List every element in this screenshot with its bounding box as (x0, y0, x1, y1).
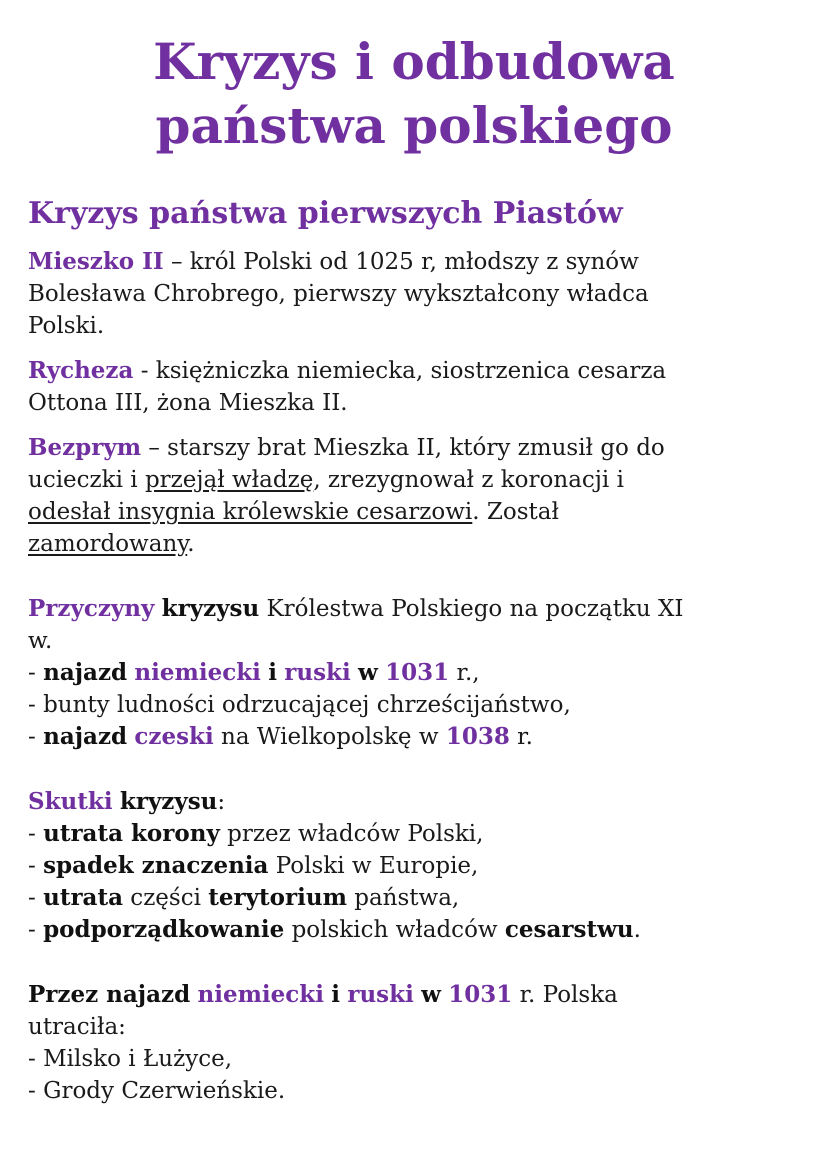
list-item (28, 882, 808, 914)
bullet-dash: - (28, 821, 44, 847)
term-bezprym: Bezprym (28, 434, 142, 461)
causes-heading (28, 593, 808, 625)
purple-text: 1031 (448, 981, 513, 1008)
list-item (28, 850, 808, 882)
text-span: , zrezygnował z koronacji i (313, 467, 624, 493)
text-line: w. (28, 628, 53, 654)
purple-text: niemiecki (197, 981, 324, 1008)
list-item (28, 657, 808, 689)
text-line: Polski. (28, 313, 105, 339)
underlined-text: przejął władzę (144, 467, 314, 493)
bold-text: najazd (43, 659, 128, 686)
bold-text: utrata korony (43, 820, 220, 847)
paragraph-effects (28, 786, 808, 946)
term-mieszko: Mieszko II (28, 248, 164, 275)
effects-heading (28, 786, 808, 818)
text-span: . Został (472, 499, 559, 525)
text-span: przez władców Polski, (219, 821, 484, 847)
bold-text: spadek znaczenia (43, 852, 269, 879)
bold-text: utrata (43, 884, 123, 911)
document-body (28, 246, 808, 1107)
list-item (28, 914, 808, 946)
bold-text: kryzysu (161, 595, 260, 622)
text-line (28, 496, 808, 528)
list-item (28, 818, 808, 850)
text-line: utraciła: (28, 1014, 126, 1040)
text-line (28, 246, 808, 278)
list-item: - Grody Czerwieńskie. (28, 1078, 286, 1104)
bullet-dash: - (28, 853, 44, 879)
text-line (28, 432, 808, 464)
bullet-dash: - (28, 660, 44, 686)
text-span: : (217, 789, 226, 815)
term-causes: Przyczyny (28, 595, 155, 622)
bold-text: w (421, 981, 441, 1008)
paragraph-bezprym (28, 432, 808, 560)
text-line (28, 528, 808, 560)
text-line (28, 464, 808, 496)
paragraph-causes (28, 593, 808, 753)
text-span: na Wielkopolskę w (213, 724, 446, 750)
text-span: r. (509, 724, 533, 750)
list-item: - bunty ludności odrzucającej chrześcijaństwo, (28, 692, 571, 718)
page-title-line-2: państwa polskiego (155, 96, 673, 155)
bold-text: cesarstwu (504, 916, 634, 943)
text-line: Bolesława Chrobrego, pierwszy wykształcony władca (28, 281, 649, 307)
purple-text: 1031 (385, 659, 450, 686)
purple-text: niemiecki (134, 659, 261, 686)
underlined-text: zamordowany (28, 531, 188, 557)
bold-text: terytorium (208, 884, 347, 911)
bullet-dash: - (28, 724, 44, 750)
bullet-dash: - (28, 885, 44, 911)
text-span: . (187, 531, 195, 557)
purple-text: ruski (284, 659, 351, 686)
text-line: Ottona III, żona Mieszka II. (28, 390, 348, 416)
text-span: - księżniczka niemiecka, siostrzenica cesarza (133, 358, 667, 384)
underlined-text: odesłał insygnia królewskie cesarzowi (28, 499, 473, 525)
term-effects: Skutki (28, 788, 113, 815)
bold-text: w (358, 659, 378, 686)
losses-heading (28, 979, 808, 1011)
text-span: państwa, (346, 885, 460, 911)
text-span: Królestwa Polskiego na początku XI (259, 596, 684, 622)
bold-text: kryzysu (119, 788, 218, 815)
text-span: r. Polska (512, 982, 618, 1008)
text-line (28, 355, 808, 387)
bold-text: i (268, 659, 277, 686)
text-span: polskich władców (284, 917, 505, 943)
purple-text: ruski (347, 981, 414, 1008)
text-span: – król Polski od 1025 r, młodszy z synów (163, 249, 639, 275)
paragraph-rycheza (28, 355, 808, 419)
section-heading: Kryzys państwa pierwszych Piastów (28, 196, 623, 231)
text-span: – starszy brat Mieszka II, który zmusił go do (141, 435, 665, 461)
bold-text: podporządkowanie (43, 916, 285, 943)
list-item: - Milsko i Łużyce, (28, 1046, 233, 1072)
text-span: Polski w Europie, (268, 853, 479, 879)
bold-text: najazd (43, 723, 128, 750)
text-span: . (633, 917, 641, 943)
purple-text: czeski (134, 723, 214, 750)
page-title (0, 30, 828, 158)
text-span: części (123, 885, 209, 911)
bold-text: i (331, 981, 341, 1008)
bold-text: Przez najazd (28, 981, 191, 1008)
purple-text: 1038 (445, 723, 510, 750)
page-title-line-1: Kryzys i odbudowa (153, 32, 675, 91)
term-rycheza: Rycheza (28, 357, 134, 384)
paragraph-mieszko (28, 246, 808, 342)
list-item (28, 721, 808, 753)
paragraph-losses (28, 979, 808, 1107)
bullet-dash: - (28, 917, 44, 943)
text-span: ucieczki i (28, 467, 145, 493)
text-span: r., (449, 660, 480, 686)
